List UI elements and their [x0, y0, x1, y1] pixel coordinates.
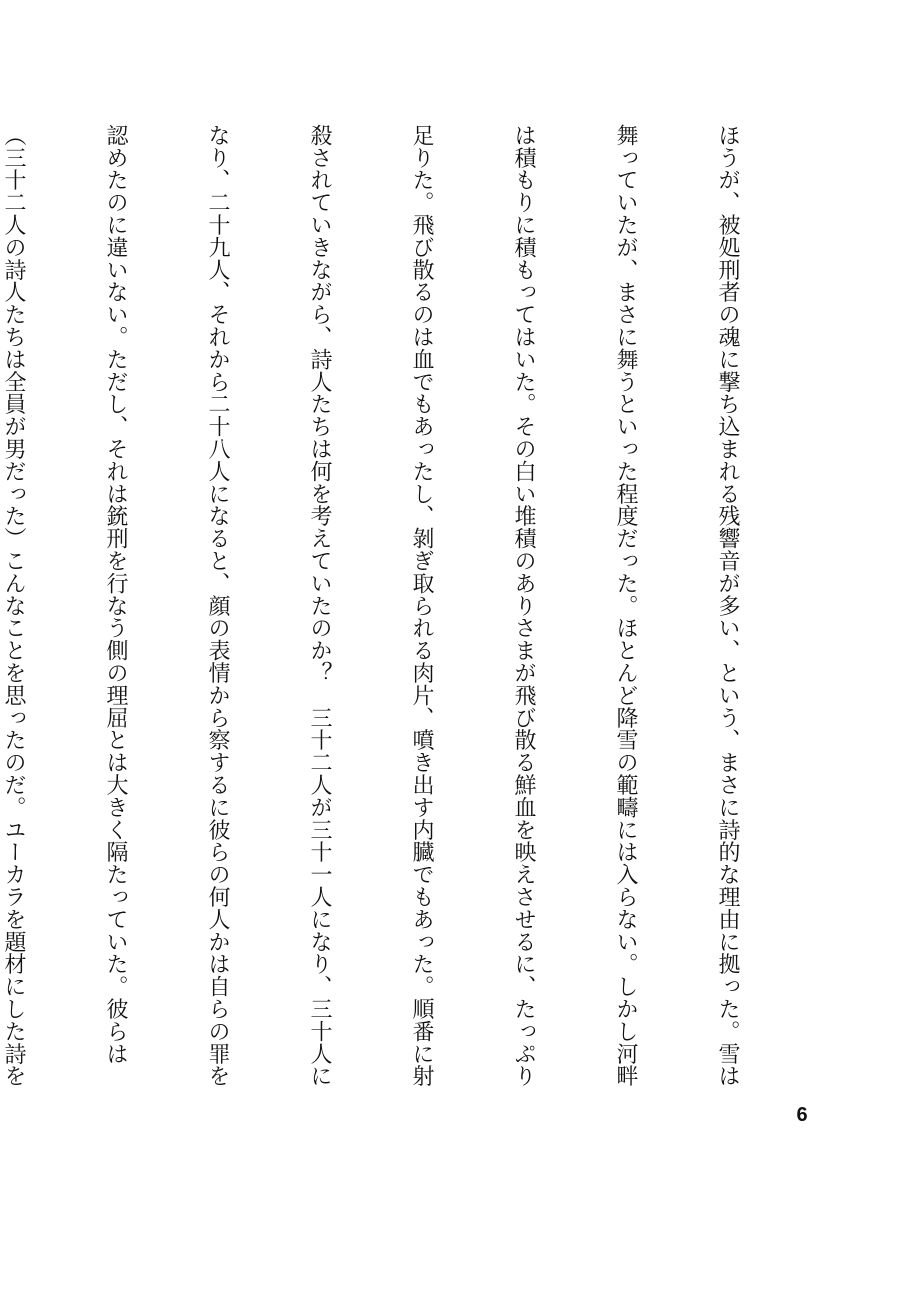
- text-column-1: ほうが、被処刑者の魂に撃ち込まれる残響音が多い、という、まさに詩的な理由に拠った。雪は: [715, 124, 740, 1088]
- text-column-7: 認めたのに違いない。ただし、それは銃刑を行なう側の理屈とは大きく隔たっていた。彼らは: [103, 124, 128, 1065]
- text-column-2: 舞っていたが、まさに舞うといった程度だった。ほとんど降雪の範疇には入らない。しかし河畔: [613, 124, 638, 1088]
- body-text-vertical: [1, 124, 812, 1088]
- page-number: 6: [796, 1104, 808, 1126]
- text-column-3: は積もりに積もってはいた。その白い堆積のありさまが飛び散る鮮血を映えさせるに、たっぷり: [511, 124, 536, 1088]
- text-column-8: （三十二人の詩人たちは全員が男だった）こんなことを思ったのだ。ユーカラを題材にした詩を: [1, 124, 26, 1088]
- text-column-4: 足りた。飛び散るのは血でもあったし、剝ぎ取られる肉片、噴き出す内臓でもあった。順番に射: [409, 124, 434, 1088]
- text-column-6: なり、二十九人、それから二十八人になると、顔の表情から察するに彼らの何人かは自らの罪を: [205, 124, 230, 1088]
- text-column-5: 殺されていきながら、詩人たちは何を考えていたのか？ 三十二人が三十一人になり、三十人に: [307, 124, 332, 1088]
